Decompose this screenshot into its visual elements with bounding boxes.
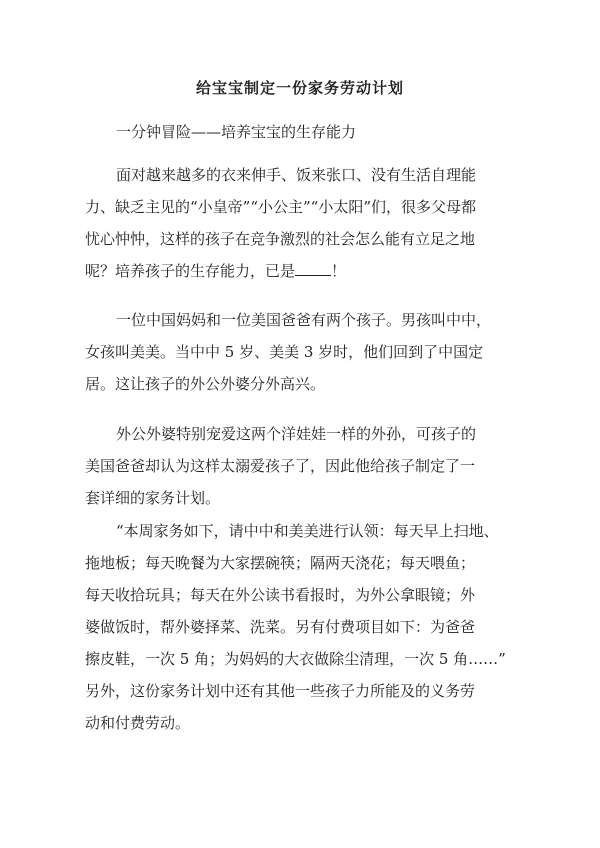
paragraph-line: 外公外婆特别宠爱这两个洋娃娃一样的外孙，可孩子的 [116,425,477,443]
paragraph-line: 力、缺乏主见的“小皇帝”“小公主”“小太阳”们，很多父母都 [85,198,477,216]
paragraph-line: 擦皮鞋，一次 5 角；为妈妈的大衣做除尘清理，一次 5 角……” [85,650,506,668]
paragraph-line: 婆做饭时，帮外婆择菜、洗菜。另有付费项目如下：为爸爸 [85,618,476,636]
paragraph-line-with-blank [85,255,515,287]
paragraph-4 [85,515,515,739]
paragraph-line: 另外，这份家务计划中还有其他一些孩子力所能及的义务劳 [85,682,476,700]
paragraph-line: 每天收拾玩具；每天在外公读书看报时，为外公拿眼镜；外 [85,586,476,604]
line-text-after-blank: ！ [331,262,347,280]
paragraph-line: 拖地板；每天晚餐为大家摆碗筷；隔两天浇花；每天喂鱼； [85,554,476,572]
paragraph-line: 女孩叫美美。当中中 5 岁、美美 3 岁时，他们回到了中国定 [85,343,484,361]
paragraph-line: 套详细的家务计划。 [85,489,221,507]
document-subtitle: 一分钟冒险——培养宝宝的生存能力 [116,123,357,141]
paragraph-1 [85,159,515,287]
paragraph-line: 一位中国妈妈和一位美国爸爸有两个孩子。男孩叫中中， [116,311,492,329]
paragraph-line: 忧心忡忡，这样的孩子在竞争激烈的社会怎么能有立足之地 [85,230,476,248]
paragraph-3 [85,418,515,514]
paragraph-line: 面对越来越多的衣来伸手、饭来张口、没有生活自理能 [116,166,477,184]
line-text-before-blank: 呢？培养孩子的生存能力，已是 [85,262,296,280]
paragraph-line: 居。这让孩子的外公外婆分外高兴。 [85,375,326,393]
paragraph-2 [85,304,515,400]
paragraph-line: 美国爸爸却认为这样太溺爱孩子了，因此他给孩子制定了一 [85,457,476,475]
paragraph-line: 动和付费劳动。 [85,714,191,732]
paragraph-line: “本周家务如下，请中中和美美进行认领：每天早上扫地、 [116,522,499,540]
fill-in-blank [295,261,331,276]
document-title: 给宝宝制定一份家务劳动计划 [195,79,404,97]
